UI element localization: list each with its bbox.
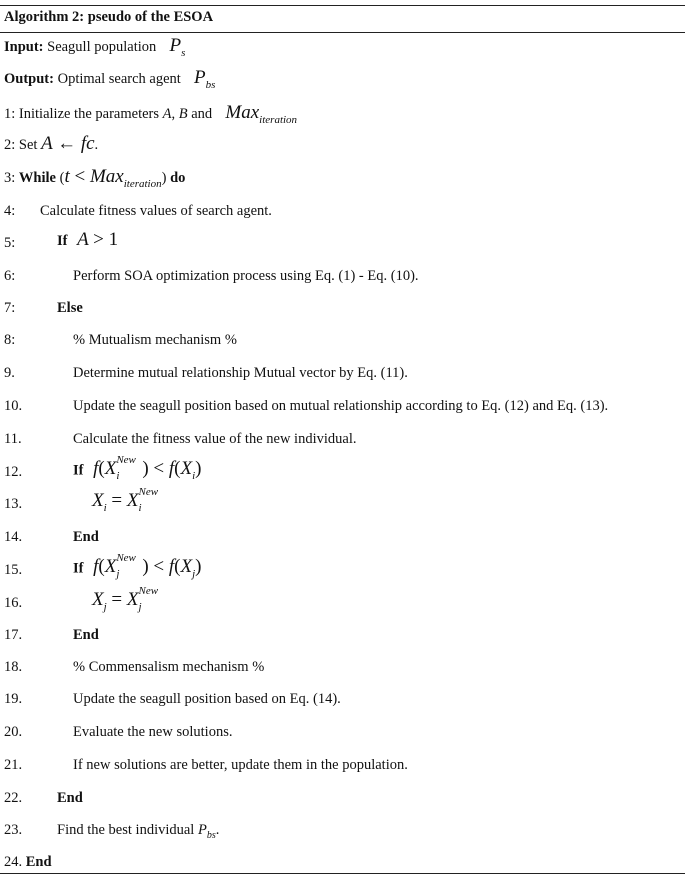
output-line <box>4 69 215 94</box>
step-4-text: Calculate fitness values of search agent. <box>40 203 272 219</box>
step-14-text: End <box>73 529 99 545</box>
step-17-text: End <box>73 627 99 643</box>
step-24: 24. End <box>4 854 52 870</box>
bottom-rule <box>0 873 685 874</box>
step-16-num: 16. <box>4 595 23 611</box>
step-23-text: Find the best individual $P_{bs}$. <box>57 822 220 841</box>
step-3: 3: While (t < Max$_{iteration}$) do <box>4 166 186 190</box>
step-22-text: End <box>57 790 83 806</box>
input-line <box>4 37 185 62</box>
input-symbol: $P_s$ <box>169 35 186 59</box>
step-7-num: 7: <box>4 300 16 316</box>
step-13-text: $X_i = X$ New i <box>92 486 159 515</box>
step-5-text: If A > 1 <box>57 229 119 250</box>
input-label: Input: <box>4 39 44 55</box>
step-20-num: 20. <box>4 724 23 740</box>
step-20-text: Evaluate the new solutions. <box>73 724 233 740</box>
step-6-num: 6: <box>4 268 16 284</box>
top-rule <box>0 5 685 6</box>
step-10-num: 10. <box>4 398 23 414</box>
step-4-num: 4: <box>4 203 16 219</box>
step-5-num: 5: <box>4 235 16 251</box>
output-symbol: $P_{bs}$ <box>194 67 216 91</box>
step-1: 1: Initialize the parameters A, B and Max$_{iteration}$ <box>4 102 298 126</box>
output-text: Optimal search agent <box>57 71 181 87</box>
step-21-num: 21. <box>4 757 23 773</box>
step-14-num: 14. <box>4 529 23 545</box>
step-22-num: 22. <box>4 790 23 806</box>
step-12-num: 12. <box>4 464 23 480</box>
step-6-text: Perform SOA optimization process using Eq. (1) - Eq. (10). <box>73 268 419 284</box>
step-11-text: Calculate the fitness value of the new individual. <box>73 431 357 447</box>
step-16-text: $X_j = X$ New j <box>92 585 159 614</box>
step-21-text: If new solutions are better, update them in the population. <box>73 757 408 773</box>
step-19-text: Update the seagull position based on Eq. (14). <box>73 691 341 707</box>
step-23-num: 23. <box>4 822 23 838</box>
step-2: 2: Set A ← fc. <box>4 133 99 154</box>
output-label: Output: <box>4 71 54 87</box>
algorithm-title: Algorithm 2: pseudo of the ESOA <box>4 9 214 25</box>
step-11-num: 11. <box>4 431 22 447</box>
step-12-text: If f(X New i ) < $f(X_i)$ <box>73 454 202 483</box>
step-8-text: % Mutualism mechanism % <box>73 332 237 348</box>
step-18-text: % Commensalism mechanism % <box>73 659 265 675</box>
step-18-num: 18. <box>4 659 23 675</box>
step-13-num: 13. <box>4 496 23 512</box>
input-text: Seagull population <box>47 39 157 55</box>
step-15-text: If f(X New j ) < $f(X_j)$ <box>73 552 202 581</box>
step-7-text: Else <box>57 300 83 316</box>
step-15-num: 15. <box>4 562 23 578</box>
step-10-text: Update the seagull position based on mutual relationship according to Eq. (12) and Eq. (13). <box>73 398 609 414</box>
step-17-num: 17. <box>4 627 23 643</box>
title-rule <box>0 32 685 33</box>
step-8-num: 8: <box>4 332 16 348</box>
step-9-text: Determine mutual relationship Mutual vector by Eq. (11). <box>73 365 408 381</box>
step-19-num: 19. <box>4 691 23 707</box>
step-9-num: 9. <box>4 365 15 381</box>
